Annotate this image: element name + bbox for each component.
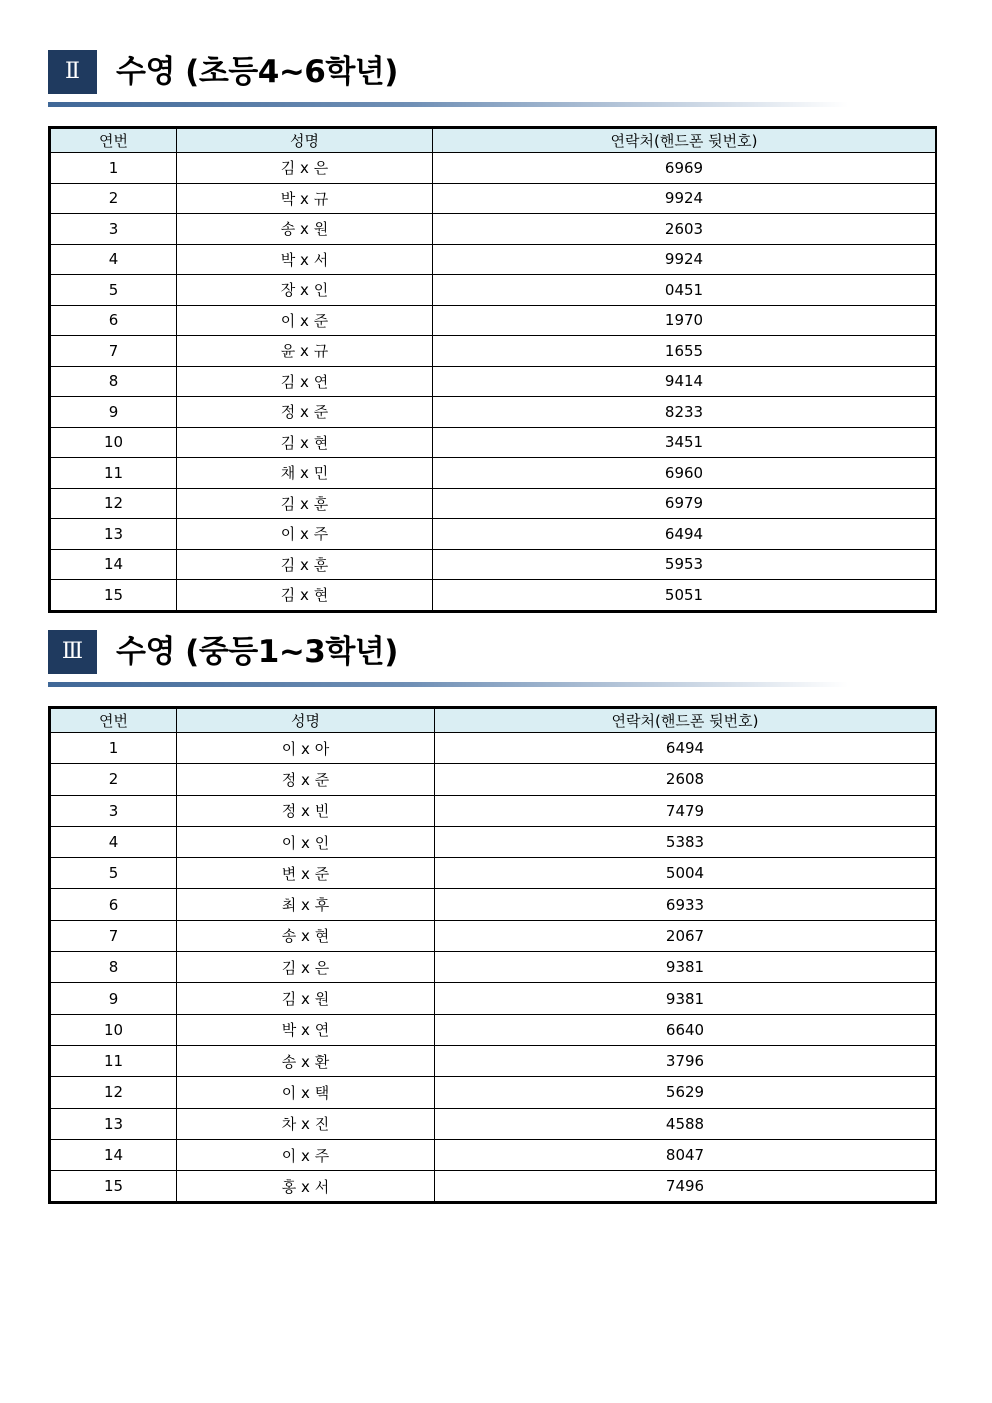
cell-name: 이 x 아 <box>177 733 435 764</box>
header-name: 성명 <box>177 129 433 153</box>
section-title: 수영 (초등4~6학년) <box>116 54 398 90</box>
cell-number: 4 <box>51 244 177 275</box>
cell-contact: 1970 <box>433 305 936 336</box>
cell-name: 송 x 원 <box>177 214 433 245</box>
cell-contact: 6640 <box>435 1014 936 1045</box>
cell-contact: 2603 <box>433 214 936 245</box>
cell-number: 5 <box>51 275 177 306</box>
cell-name: 이 x 주 <box>177 519 433 550</box>
cell-name: 차 x 진 <box>177 1108 435 1139</box>
table-row <box>51 305 936 336</box>
table-row <box>51 1139 936 1170</box>
header-contact: 연락처(핸드폰 뒷번호) <box>435 709 936 733</box>
title-underline <box>48 102 848 107</box>
table-body <box>51 733 936 1202</box>
table-row <box>51 153 936 184</box>
roster-table <box>50 128 936 611</box>
table-row <box>51 1014 936 1045</box>
cell-name: 이 x 준 <box>177 305 433 336</box>
cell-name: 송 x 환 <box>177 1045 435 1076</box>
cell-number: 3 <box>51 795 177 826</box>
cell-contact: 6979 <box>433 488 936 519</box>
table-row <box>51 889 936 920</box>
cell-number: 2 <box>51 764 177 795</box>
table-row <box>51 275 936 306</box>
header-contact: 연락처(핸드폰 뒷번호) <box>433 129 936 153</box>
table-row <box>51 733 936 764</box>
cell-contact: 6933 <box>435 889 936 920</box>
section-title: 수영 (중등1~3학년) <box>116 634 398 670</box>
section-numeral: Ⅱ <box>48 50 97 94</box>
cell-contact: 5383 <box>435 826 936 857</box>
cell-name: 채 x 민 <box>177 458 433 489</box>
cell-number: 14 <box>51 1139 177 1170</box>
table-row <box>51 795 936 826</box>
table-row <box>51 488 936 519</box>
cell-number: 12 <box>51 488 177 519</box>
cell-contact: 5051 <box>433 580 936 611</box>
cell-name: 김 x 연 <box>177 366 433 397</box>
cell-contact: 7479 <box>435 795 936 826</box>
table-row <box>51 549 936 580</box>
cell-name: 박 x 규 <box>177 183 433 214</box>
cell-name: 변 x 준 <box>177 858 435 889</box>
cell-contact: 6494 <box>433 519 936 550</box>
table-row <box>51 826 936 857</box>
cell-number: 6 <box>51 889 177 920</box>
cell-name: 김 x 은 <box>177 153 433 184</box>
cell-name: 이 x 주 <box>177 1139 435 1170</box>
table-row <box>51 183 936 214</box>
cell-contact: 9924 <box>433 244 936 275</box>
cell-name: 김 x 훈 <box>177 549 433 580</box>
cell-number: 10 <box>51 1014 177 1045</box>
table-row <box>51 858 936 889</box>
cell-name: 송 x 현 <box>177 920 435 951</box>
section-heading <box>48 630 937 686</box>
table-row <box>51 764 936 795</box>
table-body <box>51 153 936 611</box>
cell-contact: 3796 <box>435 1045 936 1076</box>
cell-name: 이 x 택 <box>177 1077 435 1108</box>
cell-contact: 1655 <box>433 336 936 367</box>
cell-contact: 5004 <box>435 858 936 889</box>
cell-number: 5 <box>51 858 177 889</box>
cell-number: 11 <box>51 458 177 489</box>
cell-contact: 6969 <box>433 153 936 184</box>
cell-number: 12 <box>51 1077 177 1108</box>
cell-name: 장 x 인 <box>177 275 433 306</box>
cell-name: 박 x 연 <box>177 1014 435 1045</box>
cell-name: 박 x 서 <box>177 244 433 275</box>
cell-contact: 2608 <box>435 764 936 795</box>
roster-table <box>50 708 936 1202</box>
cell-number: 3 <box>51 214 177 245</box>
cell-number: 8 <box>51 366 177 397</box>
cell-name: 이 x 인 <box>177 826 435 857</box>
cell-number: 10 <box>51 427 177 458</box>
table-row <box>51 1171 936 1202</box>
cell-number: 8 <box>51 952 177 983</box>
section-middle <box>48 630 937 1204</box>
cell-number: 7 <box>51 336 177 367</box>
table-row <box>51 920 936 951</box>
cell-contact: 6960 <box>433 458 936 489</box>
section-numeral: Ⅲ <box>48 630 97 674</box>
cell-contact: 2067 <box>435 920 936 951</box>
cell-name: 정 x 준 <box>177 397 433 428</box>
section-heading <box>48 50 937 106</box>
table-row <box>51 427 936 458</box>
cell-number: 9 <box>51 983 177 1014</box>
cell-number: 4 <box>51 826 177 857</box>
cell-number: 6 <box>51 305 177 336</box>
cell-name: 정 x 빈 <box>177 795 435 826</box>
cell-contact: 7496 <box>435 1171 936 1202</box>
cell-number: 15 <box>51 1171 177 1202</box>
cell-contact: 0451 <box>433 275 936 306</box>
table-row <box>51 952 936 983</box>
table-row <box>51 244 936 275</box>
table-row <box>51 214 936 245</box>
cell-number: 14 <box>51 549 177 580</box>
cell-number: 13 <box>51 1108 177 1139</box>
header-name: 성명 <box>177 709 435 733</box>
table-row <box>51 336 936 367</box>
cell-contact: 6494 <box>435 733 936 764</box>
table-row <box>51 1108 936 1139</box>
cell-number: 9 <box>51 397 177 428</box>
table-row <box>51 397 936 428</box>
cell-name: 정 x 준 <box>177 764 435 795</box>
cell-contact: 8047 <box>435 1139 936 1170</box>
cell-contact: 9924 <box>433 183 936 214</box>
table-row <box>51 458 936 489</box>
cell-name: 김 x 은 <box>177 952 435 983</box>
table-row <box>51 519 936 550</box>
cell-number: 2 <box>51 183 177 214</box>
cell-number: 1 <box>51 153 177 184</box>
cell-contact: 5953 <box>433 549 936 580</box>
cell-name: 김 x 훈 <box>177 488 433 519</box>
cell-contact: 9381 <box>435 952 936 983</box>
cell-number: 13 <box>51 519 177 550</box>
cell-name: 최 x 후 <box>177 889 435 920</box>
table-row <box>51 1077 936 1108</box>
roster-table-frame <box>48 126 937 613</box>
table-header-row <box>51 129 936 153</box>
cell-contact: 3451 <box>433 427 936 458</box>
cell-name: 김 x 현 <box>177 580 433 611</box>
table-row <box>51 366 936 397</box>
table-row <box>51 580 936 611</box>
cell-number: 1 <box>51 733 177 764</box>
table-header-row <box>51 709 936 733</box>
cell-number: 7 <box>51 920 177 951</box>
cell-contact: 8233 <box>433 397 936 428</box>
cell-name: 윤 x 규 <box>177 336 433 367</box>
table-row <box>51 1045 936 1076</box>
cell-number: 11 <box>51 1045 177 1076</box>
cell-contact: 9414 <box>433 366 936 397</box>
cell-contact: 4588 <box>435 1108 936 1139</box>
cell-contact: 5629 <box>435 1077 936 1108</box>
cell-name: 김 x 원 <box>177 983 435 1014</box>
cell-contact: 9381 <box>435 983 936 1014</box>
roster-table-frame <box>48 706 937 1204</box>
header-number: 연번 <box>51 709 177 733</box>
section-elementary <box>48 50 937 613</box>
table-row <box>51 983 936 1014</box>
cell-name: 홍 x 서 <box>177 1171 435 1202</box>
cell-number: 15 <box>51 580 177 611</box>
cell-name: 김 x 현 <box>177 427 433 458</box>
header-number: 연번 <box>51 129 177 153</box>
title-underline <box>48 682 848 687</box>
